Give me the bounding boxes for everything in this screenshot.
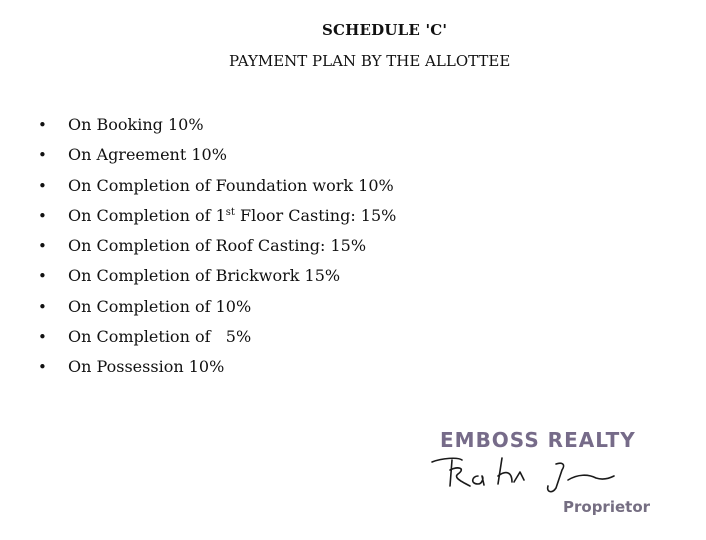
bullet-icon: •: [38, 297, 47, 316]
list-item-label: On Completion of 10%: [68, 296, 252, 316]
payment-plan-list: [38, 114, 397, 387]
list-item-text: [68, 175, 394, 197]
list-item-text: [68, 114, 204, 136]
ordinal-superscript: st: [225, 206, 235, 218]
list-item-text: [68, 356, 224, 378]
list-item-label: On Completion of Brickwork 15%: [68, 266, 341, 286]
list-item-text: [68, 296, 251, 318]
bullet-icon: •: [38, 116, 47, 134]
list-item-label-suffix: Floor Casting: 15%: [234, 205, 397, 225]
bullet-icon: •: [38, 176, 47, 195]
bullet-icon: •: [38, 267, 47, 286]
list-item-booking: [38, 114, 204, 144]
proprietor-stamp: Proprietor: [563, 498, 651, 516]
list-item-text: [68, 205, 396, 227]
list-item-agreement: [38, 144, 227, 174]
list-item-label: On Completion of 5%: [68, 327, 252, 347]
list-item-possession: [38, 356, 225, 386]
list-item-text: [68, 144, 227, 166]
list-item-text: [68, 265, 340, 287]
list-item-foundation: [38, 175, 394, 205]
payment-plan-subheading: PAYMENT PLAN BY THE ALLOTTEE: [229, 52, 511, 70]
list-item-label: On Booking 10%: [68, 115, 204, 134]
list-item-brickwork: [38, 265, 341, 295]
schedule-heading: SCHEDULE 'C': [322, 21, 448, 39]
bullet-icon: •: [38, 206, 47, 225]
bullet-icon: •: [38, 328, 47, 347]
bullet-icon: •: [38, 237, 47, 256]
list-item-text: [68, 235, 366, 257]
list-item-label: On Agreement 10%: [68, 145, 227, 165]
list-item-label: On Completion of 1: [68, 205, 226, 225]
bullet-icon: •: [38, 146, 47, 165]
list-item-roof-casting: [38, 235, 367, 265]
list-item-completion-5: [38, 326, 252, 356]
bullet-icon: •: [38, 358, 47, 377]
list-item-first-floor-casting: [38, 205, 397, 235]
list-item-completion-10: [38, 296, 252, 326]
company-stamp: EMBOSS REALTY: [440, 428, 636, 452]
list-item-label: On Completion of Foundation work 10%: [68, 175, 394, 195]
signature-image: [428, 452, 658, 502]
list-item-label: On Completion of Roof Casting: 15%: [68, 236, 367, 256]
list-item-text: [68, 326, 251, 348]
list-item-label: On Possession 10%: [68, 357, 225, 377]
